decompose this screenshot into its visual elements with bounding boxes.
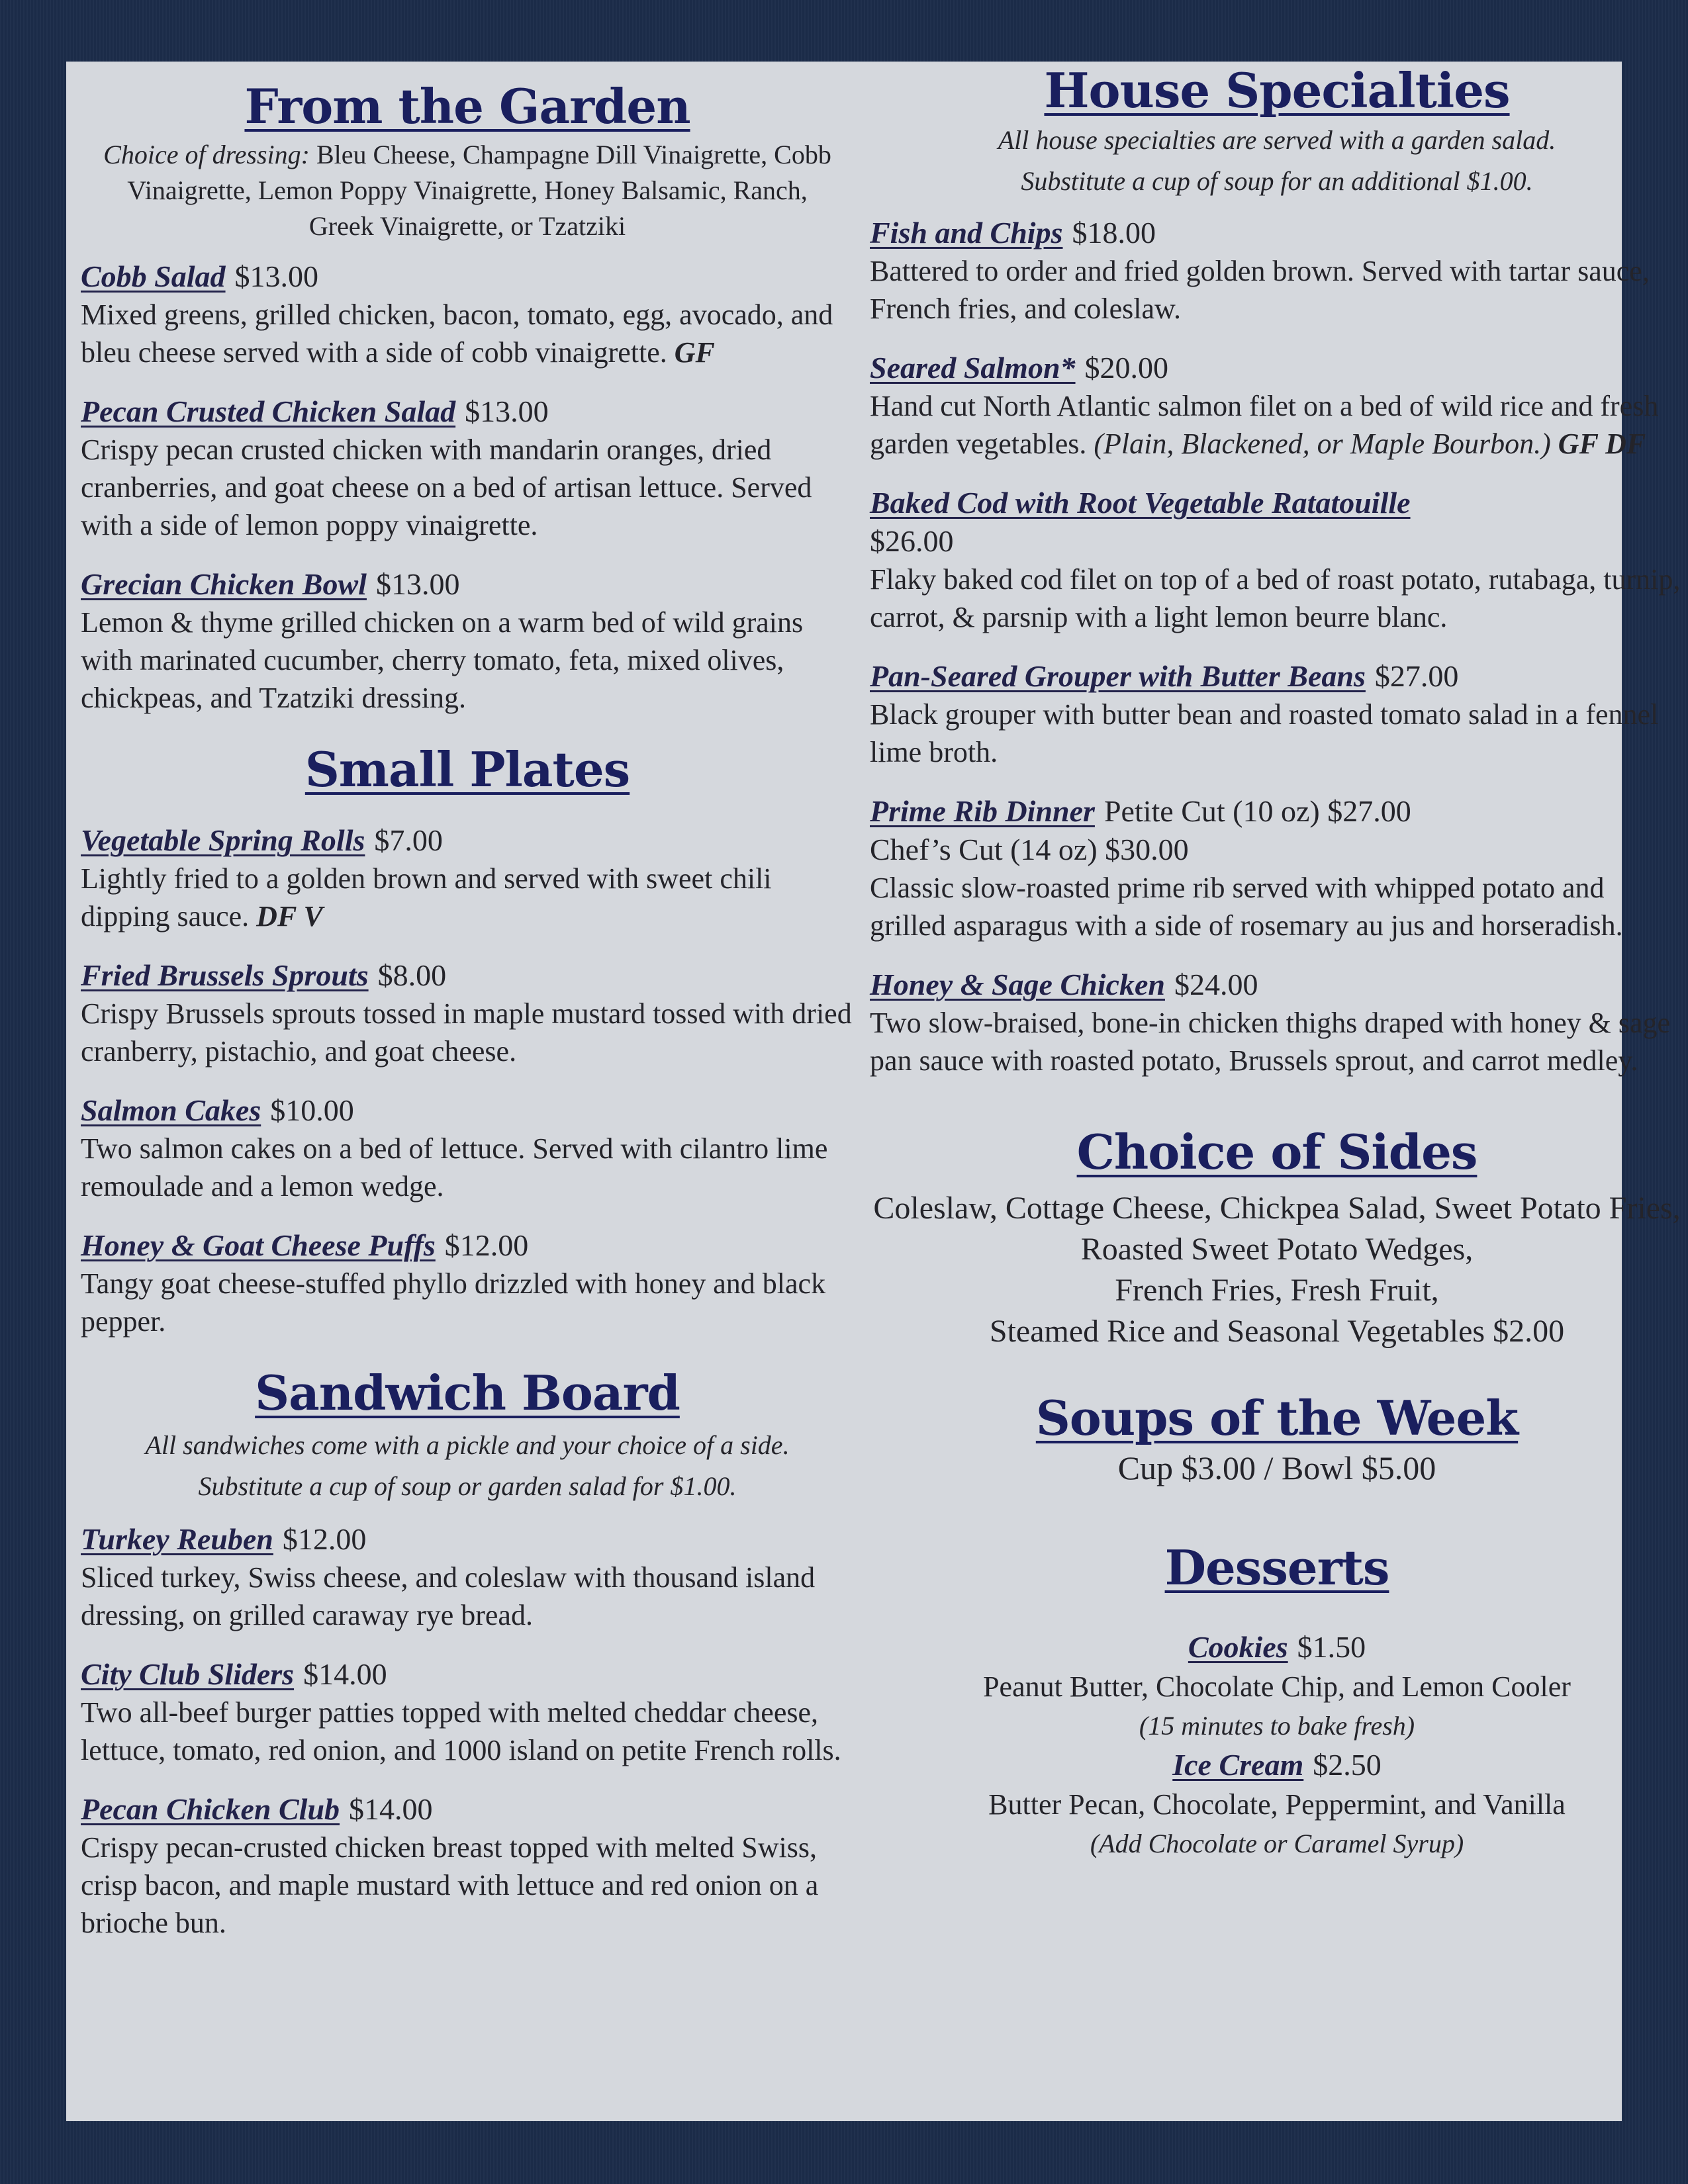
section-note: All house specialties are served with a garden salad. [998,125,1556,155]
item-description: Flaky baked cod filet on top of a bed of roast potato, rutabaga, turnip, carrot, & parsnip with a light lemon beurre blanc. [870,563,1681,633]
item-description: Black grouper with butter bean and roasted tomato salad in a fennel lime broth. [870,698,1659,768]
right-column [870,62,1684,1863]
section-note: Substitute a cup of soup for an additional $1.00. [1021,166,1533,196]
item-description: Crispy pecan-crusted chicken breast topped with melted Swiss, crisp bacon, and maple mustard with lettuce and red onion on a brioche bun. [81,1831,819,1939]
item-name: Honey & Sage Chicken [870,968,1165,1001]
menu-item [870,966,1684,1079]
section-title: Choice of Sides [1076,1124,1477,1180]
item-name: Cookies [1188,1630,1288,1664]
section-small-plates [81,743,854,1340]
soup-prices: Cup $3.00 / Bowl $5.00 [1117,1449,1436,1486]
menu-item [870,657,1684,771]
item-price: $8.00 [377,958,447,992]
dessert-cookies [870,1627,1684,1667]
menu-item [81,1520,854,1634]
left-column [81,62,854,1942]
menu-item [870,484,1684,636]
item-name: Vegetable Spring Rolls [81,823,365,857]
item-description: Peanut Butter, Chocolate Chip, and Lemon Cooler [983,1670,1571,1703]
item-description: Battered to order and fried golden brown. Served with tartar sauce, French fries, and coleslaw. [870,255,1650,325]
menu-item [870,349,1684,463]
menu-item [81,1091,854,1205]
item-price: $13.00 [375,567,460,601]
item-price: $13.00 [234,259,319,293]
item-price: $14.00 [303,1657,387,1691]
menu-item [81,1790,854,1942]
item-price: $27.00 [1374,659,1459,693]
item-options: (Plain, Blackened, or Maple Bourbon.) [1094,428,1551,460]
section-title: Small Plates [305,741,630,797]
section-from-the-garden [81,80,854,717]
section-sandwich-board [81,1367,854,1942]
item-name: Prime Rib Dinner [870,794,1095,828]
section-title: Soups of the Week [1035,1390,1519,1446]
menu-item [81,565,854,717]
section-title: House Specialties [1044,62,1510,118]
item-price: $12.00 [282,1522,367,1556]
item-name: City Club Sliders [81,1657,295,1691]
item-description: Lemon & thyme grilled chicken on a warm bed of wild grains with marinated cucumber, cherry tomato, feta, mixed olives, chickpeas, and Tzatziki dressing. [81,606,804,714]
item-name: Cobb Salad [81,259,226,293]
item-description: Lightly fried to a golden brown and served with sweet chili dipping sauce. [81,862,772,933]
sides-list: Steamed Rice and Seasonal Vegetables $2.00 [989,1314,1565,1349]
item-price: $24.00 [1174,968,1258,1001]
item-price: Petite Cut (10 oz) $27.00 [1103,794,1411,828]
section-choice-of-sides [870,1126,1684,1352]
menu-panel [66,62,1681,2121]
menu-item [870,792,1684,944]
item-description: Crispy Brussels sprouts tossed in maple mustard tossed with dried cranberry, pistachio, and goat cheese. [81,997,852,1068]
sides-list: French Fries, Fresh Fruit, [1115,1273,1439,1308]
section-title: From the Garden [244,78,690,134]
item-description: Hand cut North Atlantic salmon filet on a bed of wild rice and fresh garden vegetables. [870,390,1659,460]
item-description: Tangy goat cheese-stuffed phyllo drizzled with honey and black pepper. [81,1267,826,1338]
sides-list: Coleslaw, Cottage Cheese, Chickpea Salad, Sweet Potato Fries, Roasted Sweet Potato Wedges, [873,1191,1681,1267]
item-price: $1.50 [1297,1630,1366,1664]
item-description: Classic slow-roasted prime rib served with whipped potato and grilled asparagus with a side of rosemary au jus and horseradish. [870,872,1623,942]
item-description: Crispy pecan crusted chicken with mandarin oranges, dried cranberries, and goat cheese on a bed of artisan lettuce. Served with a side of lemon poppy vinaigrette. [81,433,812,541]
item-price: $2.50 [1313,1748,1382,1782]
dietary-tag: GF [674,336,715,369]
item-note: (15 minutes to bake fresh) [1139,1711,1415,1741]
item-price: $26.00 [870,524,954,558]
item-price: $7.00 [374,823,443,857]
menu-item [870,214,1684,328]
item-price-alt: Chef’s Cut (14 oz) $30.00 [870,833,1189,866]
section-title: Sandwich Board [255,1365,680,1421]
section-house-specialties [870,64,1684,1079]
item-description: Two all-beef burger patties topped with melted cheddar cheese, lettuce, tomato, red onion, and 1000 island on petite French rolls. [81,1696,841,1766]
item-name: Fried Brussels Sprouts [81,958,369,992]
dressing-label: Choice of dressing: [103,140,310,169]
menu-item [81,257,854,371]
item-name: Pecan Crusted Chicken Salad [81,394,456,428]
item-price: $18.00 [1072,216,1156,250]
section-desserts [870,1541,1684,1863]
dietary-tag: DF V [256,900,323,933]
item-name: Seared Salmon* [870,351,1076,385]
item-name: Fish and Chips [870,216,1063,250]
item-price: $12.00 [444,1228,529,1262]
section-title: Desserts [1164,1539,1389,1596]
item-price: $14.00 [349,1792,433,1826]
item-name: Pan-Seared Grouper with Butter Beans [870,659,1366,693]
item-description: Butter Pecan, Chocolate, Peppermint, and Vanilla [988,1788,1566,1821]
item-description: Two salmon cakes on a bed of lettuce. Served with cilantro lime remoulade and a lemon wedge. [81,1132,828,1203]
menu-item [81,1655,854,1769]
item-name: Turkey Reuben [81,1522,273,1556]
section-soups-of-the-week [870,1392,1684,1488]
dessert-ice-cream [870,1745,1684,1785]
item-description: Two slow-braised, bone-in chicken thighs draped with honey & sage pan sauce with roasted potato, Brussels sprout, and carrot medley. [870,1007,1671,1077]
item-name: Baked Cod with Root Vegetable Ratatouille [870,486,1411,520]
menu-item [81,392,854,544]
item-price: $13.00 [465,394,549,428]
item-name: Ice Cream [1172,1748,1304,1782]
item-description: Mixed greens, grilled chicken, bacon, tomato, egg, avocado, and bleu cheese served with a side of cobb vinaigrette. [81,298,833,369]
item-name: Honey & Goat Cheese Puffs [81,1228,436,1262]
dietary-tag: GF DF [1558,428,1646,460]
item-description: Sliced turkey, Swiss cheese, and coleslaw with thousand island dressing, on grilled caraway rye bread. [81,1561,816,1631]
menu-item [81,1226,854,1340]
dressing-list: Bleu Cheese, Champagne Dill Vinaigrette, Cobb Vinaigrette, Lemon Poppy Vinaigrette, Honey Balsamic, Ranch, Greek Vinaigrette, or Tzatziki [127,140,831,241]
item-note: (Add Chocolate or Caramel Syrup) [1090,1829,1464,1858]
section-note: Substitute a cup of soup or garden salad for $1.00. [198,1471,737,1501]
menu-item [81,956,854,1070]
dressing-options [81,137,854,244]
item-name: Grecian Chicken Bowl [81,567,367,601]
menu-item [81,821,854,935]
item-name: Pecan Chicken Club [81,1792,340,1826]
item-name: Salmon Cakes [81,1093,261,1127]
item-price: $10.00 [270,1093,354,1127]
item-price: $20.00 [1084,351,1169,385]
section-note: All sandwiches come with a pickle and your choice of a side. [145,1430,790,1460]
